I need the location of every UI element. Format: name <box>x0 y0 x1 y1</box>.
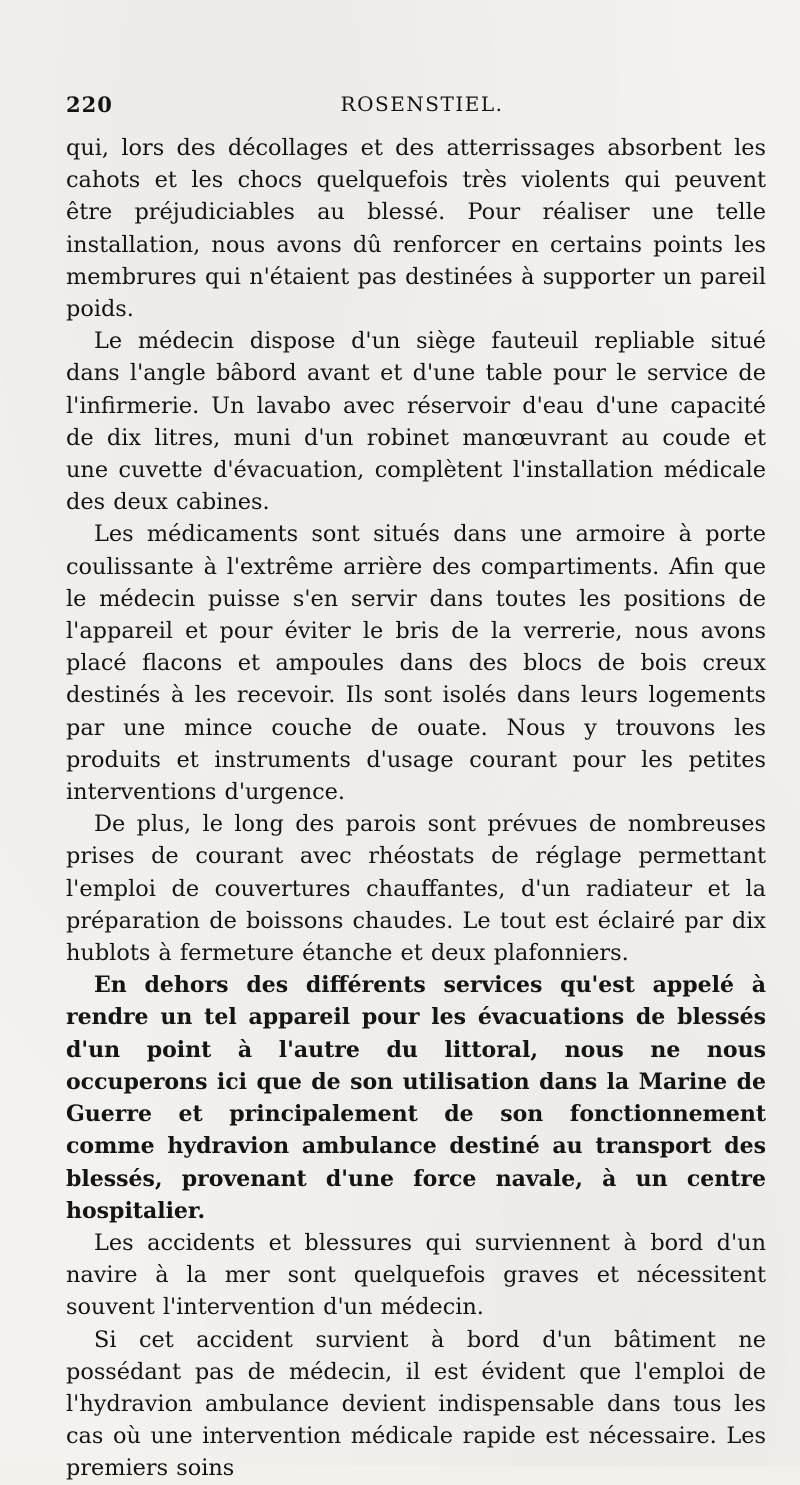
paragraph-4: De plus, le long des parois sont prévues de nombreuses prises de courant avec rhéostats de réglage permettant l'emploi de couvertures chauffantes, d'un radiateur et la préparation de boissons chaudes. Le tout est éclairé par dix hublots à fermeture étanche et deux plafonniers. <box>66 811 766 967</box>
body-text <box>66 132 766 1485</box>
paragraph-2: Le médecin dispose d'un siège fauteuil repliable situé dans l'angle bâbord avant et d'une table pour le service de l'infirmerie. Un lavabo avec réservoir d'eau d'une capacité de dix litres, muni d'un robinet manœuvrant au coude et une cuvette d'évacuation, complètent l'installation médicale des deux cabines. <box>66 328 766 516</box>
running-head: ROSENSTIEL. <box>340 92 504 116</box>
paragraph-1: qui, lors des décollages et des atterrissages absorbent les cahots et les chocs quelquefois très violents qui peuvent être préjudiciables au blessé. Pour réaliser une telle installation, nous avons dû renforcer en certains points les membrures qui n'étaient pas destinées à supporter un pareil poids. <box>66 135 766 323</box>
page-header <box>66 92 766 122</box>
paragraph-5: En dehors des différents services qu'est appelé à rendre un tel appareil pour les évacuations de blessés d'un point à l'autre du littoral, nous ne nous occuperons ici que de son utilisation dans la Marine de Guerre et principalement de son fonctionnement comme hydravion ambulance destiné au transport des blessés, provenant d'une force navale, à un centre hospitalier. <box>66 972 766 1224</box>
paragraph-7: Si cet accident survient à bord d'un bâtiment ne possédant pas de médecin, il est évident que l'emploi de l'hydravion ambulance devient indispensable dans tous les cas où une intervention médicale rapide est nécessaire. Les premiers soins <box>66 1326 766 1482</box>
paragraph-6: Les accidents et blessures qui surviennent à bord d'un navire à la mer sont quelquefois graves et nécessitent souvent l'intervention d'un médecin. <box>66 1229 766 1321</box>
paragraph-3: Les médicaments sont situés dans une armoire à porte coulissante à l'extrême arrière des compartiments. Afin que le médecin puisse s'en servir dans toutes les positions de l'appareil et pour éviter le bris de la verrerie, nous avons placé flacons et ampoules dans des blocs de bois creux destinés à les recevoir. Ils sont isolés dans leurs logements par une mince couche de ouate. Nous y trouvons les produits et instruments d'usage courant pour les petites interventions d'urgence. <box>66 521 766 806</box>
page-number: 220 <box>66 92 113 117</box>
